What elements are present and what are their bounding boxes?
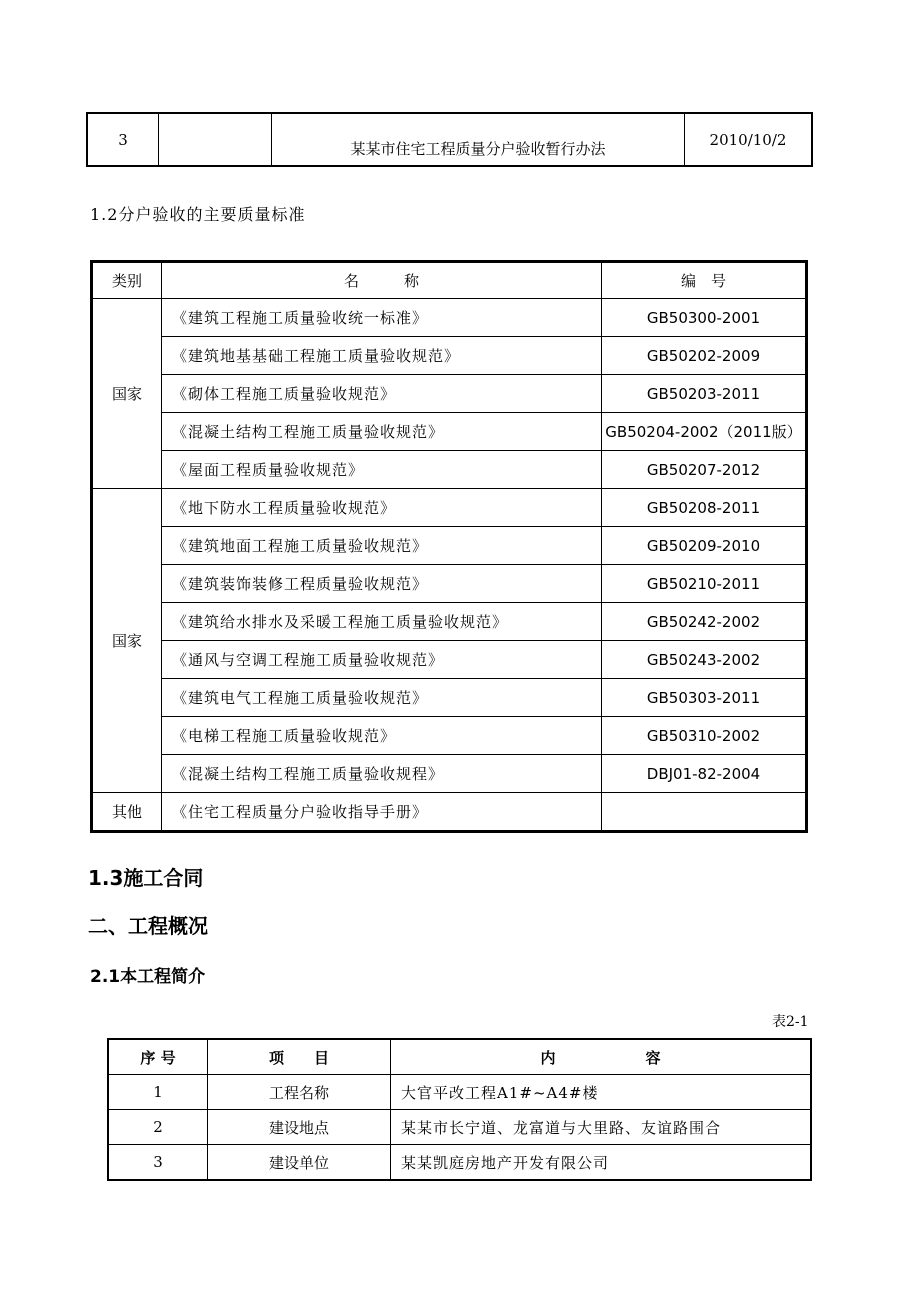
standard-code: GB50310-2002 xyxy=(602,717,807,755)
row-content: 某某凯庭房地产开发有限公司 xyxy=(391,1145,812,1181)
table-row xyxy=(92,299,807,337)
table-row xyxy=(92,375,807,413)
standard-name: 《混凝土结构工程施工质量验收规程》 xyxy=(162,755,602,793)
category-national-2: 国家 xyxy=(92,489,162,793)
ref-title: 某某市住宅工程质量分户验收暂行办法 xyxy=(272,113,685,166)
category-national-1: 国家 xyxy=(92,299,162,489)
header-name: 名 称 xyxy=(162,262,602,299)
reference-table xyxy=(86,112,813,167)
row-content: 某某市长宁道、龙富道与大里路、友谊路围合 xyxy=(391,1110,812,1145)
table-row xyxy=(92,451,807,489)
table-header-row xyxy=(92,262,807,299)
category-other: 其他 xyxy=(92,793,162,832)
standard-code: GB50209-2010 xyxy=(602,527,807,565)
ref-blank-cell xyxy=(159,113,272,166)
table-row xyxy=(92,755,807,793)
standard-code: GB50203-2011 xyxy=(602,375,807,413)
standard-name: 《住宅工程质量分户验收指导手册》 xyxy=(162,793,602,832)
table-row xyxy=(108,1110,811,1145)
standard-name: 《屋面工程质量验收规范》 xyxy=(162,451,602,489)
standard-code: GB50202-2009 xyxy=(602,337,807,375)
standard-code: GB50207-2012 xyxy=(602,451,807,489)
standard-name: 《建筑电气工程施工质量验收规范》 xyxy=(162,679,602,717)
row-num: 3 xyxy=(108,1145,208,1181)
table-row xyxy=(108,1145,811,1181)
section-heading-1-2: 1.2分户验收的主要质量标准 xyxy=(90,205,306,224)
table-row xyxy=(92,489,807,527)
table-row xyxy=(92,565,807,603)
header-code: 编 号 xyxy=(602,262,807,299)
section-heading-2: 二、工程概况 xyxy=(88,914,208,938)
standard-code: GB50300-2001 xyxy=(602,299,807,337)
standard-code: GB50210-2011 xyxy=(602,565,807,603)
table-row xyxy=(92,641,807,679)
standard-name: 《建筑工程施工质量验收统一标准》 xyxy=(162,299,602,337)
standard-code xyxy=(602,793,807,832)
row-item: 工程名称 xyxy=(208,1075,391,1110)
standards-table xyxy=(90,260,808,833)
row-item: 建设单位 xyxy=(208,1145,391,1181)
table-caption: 表2-1 xyxy=(772,1014,809,1030)
table-row xyxy=(92,337,807,375)
row-item: 建设地点 xyxy=(208,1110,391,1145)
section-heading-1-3: 1.3施工合同 xyxy=(88,866,204,890)
standard-code: DBJ01-82-2004 xyxy=(602,755,807,793)
table-row xyxy=(92,717,807,755)
row-num: 1 xyxy=(108,1075,208,1110)
table-row xyxy=(92,527,807,565)
standard-name: 《砌体工程施工质量验收规范》 xyxy=(162,375,602,413)
standard-name: 《建筑地基基础工程施工质量验收规范》 xyxy=(162,337,602,375)
section-heading-2-1: 2.1本工程简介 xyxy=(90,967,206,987)
standard-name: 《通风与空调工程施工质量验收规范》 xyxy=(162,641,602,679)
standard-name: 《建筑给水排水及采暖工程施工质量验收规范》 xyxy=(162,603,602,641)
ref-number: 3 xyxy=(87,113,159,166)
table-row xyxy=(87,113,812,166)
ref-date: 2010/10/2 xyxy=(685,113,813,166)
header-item: 项 目 xyxy=(208,1039,391,1075)
header-category: 类别 xyxy=(92,262,162,299)
table-row xyxy=(92,603,807,641)
table-row xyxy=(92,793,807,832)
table-row xyxy=(92,413,807,451)
standard-code: GB50243-2002 xyxy=(602,641,807,679)
table-row xyxy=(92,679,807,717)
standard-name: 《建筑装饰装修工程质量验收规范》 xyxy=(162,565,602,603)
table-header-row xyxy=(108,1039,811,1075)
standard-code: GB50208-2011 xyxy=(602,489,807,527)
standard-code: GB50242-2002 xyxy=(602,603,807,641)
standard-name: 《混凝土结构工程施工质量验收规范》 xyxy=(162,413,602,451)
table-row xyxy=(108,1075,811,1110)
header-content: 内 容 xyxy=(391,1039,812,1075)
standard-name: 《建筑地面工程施工质量验收规范》 xyxy=(162,527,602,565)
row-num: 2 xyxy=(108,1110,208,1145)
row-content: 大官平改工程A1#~A4#楼 xyxy=(391,1075,812,1110)
standard-name: 《电梯工程施工质量验收规范》 xyxy=(162,717,602,755)
header-num: 序 号 xyxy=(108,1039,208,1075)
project-overview-table xyxy=(107,1038,812,1181)
standard-code: GB50303-2011 xyxy=(602,679,807,717)
standard-name: 《地下防水工程质量验收规范》 xyxy=(162,489,602,527)
standard-code: GB50204-2002（2011版） xyxy=(602,413,807,451)
